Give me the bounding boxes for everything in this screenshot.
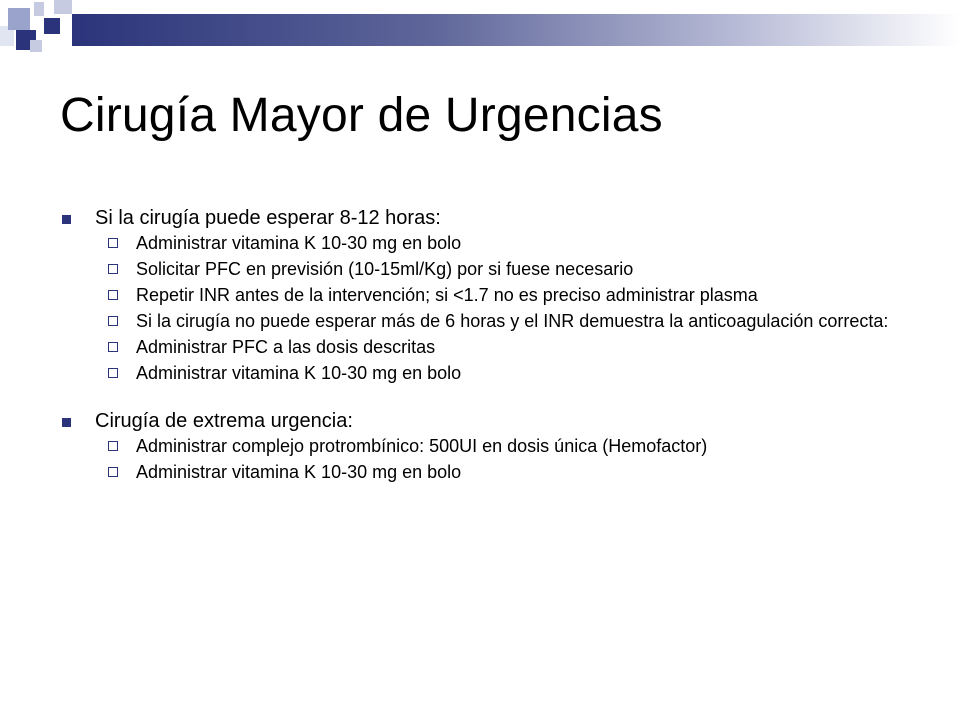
decorative-square bbox=[54, 0, 72, 14]
decorative-square bbox=[8, 8, 30, 30]
bullet-level2-text: Si la cirugía no puede esperar más de 6 horas y el INR demuestra la anticoagulación correcta: bbox=[136, 311, 889, 331]
bullet-level2 bbox=[58, 259, 918, 279]
header-gradient-bar bbox=[72, 14, 960, 46]
bullet-level2 bbox=[58, 337, 918, 357]
bullet-level2 bbox=[58, 436, 918, 456]
bullet-group bbox=[58, 206, 918, 383]
slide-content bbox=[58, 206, 918, 488]
hollow-square-bullet-icon bbox=[108, 342, 118, 352]
decorative-square bbox=[30, 40, 42, 52]
hollow-square-bullet-icon bbox=[108, 316, 118, 326]
hollow-square-bullet-icon bbox=[108, 290, 118, 300]
hollow-square-bullet-icon bbox=[108, 264, 118, 274]
bullet-level2 bbox=[58, 363, 918, 383]
bullet-level1-text: Cirugía de extrema urgencia: bbox=[95, 410, 353, 432]
sub-bullet-list bbox=[58, 436, 918, 482]
bullet-level2-text: Administrar complejo protrombínico: 500UI en dosis única (Hemofactor) bbox=[136, 436, 708, 456]
bullet-group bbox=[58, 409, 918, 482]
bullet-level1-text: Si la cirugía puede esperar 8-12 horas: bbox=[95, 207, 441, 229]
bullet-level2 bbox=[58, 462, 918, 482]
bullet-level2-text: Administrar PFC a las dosis descritas bbox=[136, 337, 436, 357]
bullet-level2-text: Administrar vitamina K 10-30 mg en bolo bbox=[136, 462, 462, 482]
bullet-level1 bbox=[58, 409, 918, 433]
decorative-square bbox=[34, 2, 44, 16]
bullet-level2 bbox=[58, 285, 918, 305]
bullet-level2-text: Repetir INR antes de la intervención; si <1.7 no es preciso administrar plasma bbox=[136, 285, 758, 305]
bullet-level2 bbox=[58, 233, 918, 253]
slide-title: Cirugía Mayor de Urgencias bbox=[60, 89, 663, 142]
hollow-square-bullet-icon bbox=[108, 467, 118, 477]
bullet-level1 bbox=[58, 206, 918, 230]
hollow-square-bullet-icon bbox=[108, 368, 118, 378]
bullet-level2-text: Solicitar PFC en previsión (10-15ml/Kg) por si fuese necesario bbox=[136, 259, 634, 279]
sub-bullet-list bbox=[58, 233, 918, 383]
square-bullet-icon bbox=[62, 215, 71, 224]
bullet-level2-text: Administrar vitamina K 10-30 mg en bolo bbox=[136, 363, 462, 383]
bullet-level2-text: Administrar vitamina K 10-30 mg en bolo bbox=[136, 233, 462, 253]
hollow-square-bullet-icon bbox=[108, 238, 118, 248]
bullet-level2 bbox=[58, 311, 918, 331]
square-bullet-icon bbox=[62, 418, 71, 427]
hollow-square-bullet-icon bbox=[108, 441, 118, 451]
decorative-square bbox=[44, 18, 60, 34]
